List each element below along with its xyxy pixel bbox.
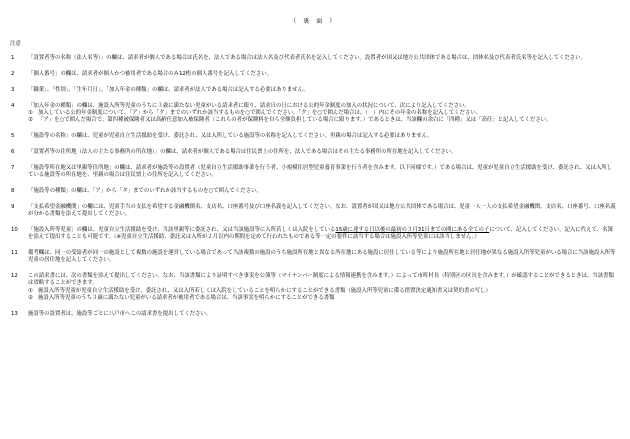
note-item [10,133,616,140]
note-text: 備考欄は、同一の受給者が同一の施設として複数の施設を運営している場合であって当該複数の施設のうち施設所在地と異なる所在地にある施設に居住している等により施設所在地と居住地が異なる施設入所等児童がいる場合に当該施設入所等児童の居住地を記入してください。 [28,249,616,264]
subitem-mark: ② [28,294,33,301]
note-text: 「加入年金の種類」の欄は、施設入所等児童のうちに３歳に満たない児童がいる請求者に限り、請求日の日における公的年金制度の加入の状況について、次により記入してください。 [28,102,470,109]
note-text: 「設置者等の住所地（法人の主たる事務所の所在地）」の欄は、請求者が個人である場合は住民票上の住所を、法人である場合はその主たる事務所の所在地を記入してください。 [28,148,457,155]
subitem-text: 施設入所等児童のうち３歳に満たない児童がいる請求者が被用者である場合は、当該事実を明らかにすることができる書類 [38,294,335,301]
note-number: 10 [11,226,18,233]
note-item [10,87,616,94]
note-text: 「職業」、「性別」、「生年月日」、「加入年金の種類」の欄は、請求者が法人である場合は記入する必要はありません。 [28,86,309,93]
note-text: 「支払希望金融機関」の欄には、児童手当の支払を希望する金融機関名、支店名、口座番号及び口座名義を記入してください。なお、設置者が国又は地方公共団体である場合は、児童一人一人の支払希望金融機関、支店名、口座番号、口座名義が分かる書類を添えて提出してください。 [28,203,616,217]
note-number: 13 [11,310,18,317]
note-item [10,227,616,242]
subitem-mark: ① [28,110,33,117]
note-item [10,103,616,125]
underlined-text: 15歳に達する日以後の最初の３月31日までの間にある全ての子 [335,226,490,233]
note-number: 1 [11,55,15,62]
note-number: 8 [11,187,15,194]
note-text: 「設置者等の名称（法人名等）」の欄は、請求者が個人である場合は氏名を、法人である場合は法人名及び代表者氏名を記入してください。設置者が国又は地方公共団体である場合は、団体名及び代表者氏名等を記入してください。 [28,55,586,62]
subitem-text: 「ア」を○で囲んだ場合で、第四種被保険者又は高齢任意加入被保険者（これらの者が保険料を自ら全額負担している場合に限ります。）であるときは、当該欄の余白に「四種」又は「高任」と記入してください。 [38,117,552,124]
subitem-mark: ② [28,117,33,124]
note-number: 6 [11,148,15,155]
note-item [10,165,616,180]
note-number: 5 [11,133,15,140]
note-number: 12 [11,272,18,279]
note-text: 「施設等所在地又は里親等住所地」の欄は、請求者が施設等の設置者（児童自立生活援助事業を行う者、小規模住居型児童養育事業を行う者を含みます。以下同様です。）である場合は、児童が児童自立生活援助を受け、委託され、又は入所している施設等の所在地を、里親の場合は住民票上の住所を記入してください。 [28,164,613,179]
note-text: 「施設等の名称」の欄は、児童が児童自立生活援助を受け、委託され、又は入所している施設等の名称を記入してください。里親の場合は記入する必要はありません。 [28,133,433,140]
note-item [10,71,616,78]
notes-heading: 注意 [10,41,21,48]
note-text-part: 「施設入所等児童」の欄は、児童自立生活援助を受け、当該里親等に委託され、又は当該施設等に入所若しくは入院をしている [28,226,336,233]
note-subitem [28,295,616,302]
subitem-text: 加入している公的年金制度について、「ア」から「ク」までのいずれか該当するものを○で囲んでください。「ク」を○で囲んだ場合は、（ ）内にその年金の名称を記入してください。 [38,110,482,117]
note-text: 施設等の設置者は、施設等ごとに八戸市へこの請求書を提出してください。 [28,310,212,317]
note-number: 9 [11,203,15,210]
note-item [10,250,616,265]
note-body [28,103,616,125]
subitem-mark: ① [28,287,33,294]
note-text-part: について、記入してください。記入に代えて、名簿を添えて提出することも可能です。（※児童自立生活援助、委託又は入所が２月以内の期間を定めて行われたものである等一定の要件に該当する場合は施設入所等児童には該当しません。） [28,226,613,241]
note-item [10,311,616,318]
subitem-text: 施設入所等児童が児童自立生活援助を受け、委託され、又は入所若しくは入院をしていることを明らかにすることができる書類（施設入所等児童に係る措置決定通知書又は契約書の写し） [38,287,491,294]
note-text: 「個人番号」の欄は、請求者が個人かつ被用者である場合のみ12桁の個人番号を記入してください。 [28,71,273,78]
note-text: 「施設等の種類」の欄は、「ア」から「タ」までのいずれか該当するものを○で囲んでください。 [28,187,262,194]
note-text [28,227,616,242]
note-number: 3 [11,86,15,93]
note-number: 11 [11,249,18,256]
note-item [10,149,616,156]
note-subitem [28,288,616,295]
page-title: （ 裏 面 ） [290,18,336,25]
note-item [10,273,616,302]
note-number: 7 [11,164,15,171]
note-text: この請求書には、次の書類を添えて提出してください。なお、当該書類により証明すべき事実を公簿等（マイナンバー制度による情報連携を含みます。）によって市町村長（特別区の区長を含みます。）が確認することができるときは、当該書類は省略することができます。 [28,272,614,287]
note-item [10,204,616,219]
note-item [10,55,616,62]
note-number: 4 [11,102,15,109]
note-body [28,273,616,302]
note-number: 2 [11,71,15,78]
note-subitem [28,117,616,124]
note-item [10,188,616,195]
